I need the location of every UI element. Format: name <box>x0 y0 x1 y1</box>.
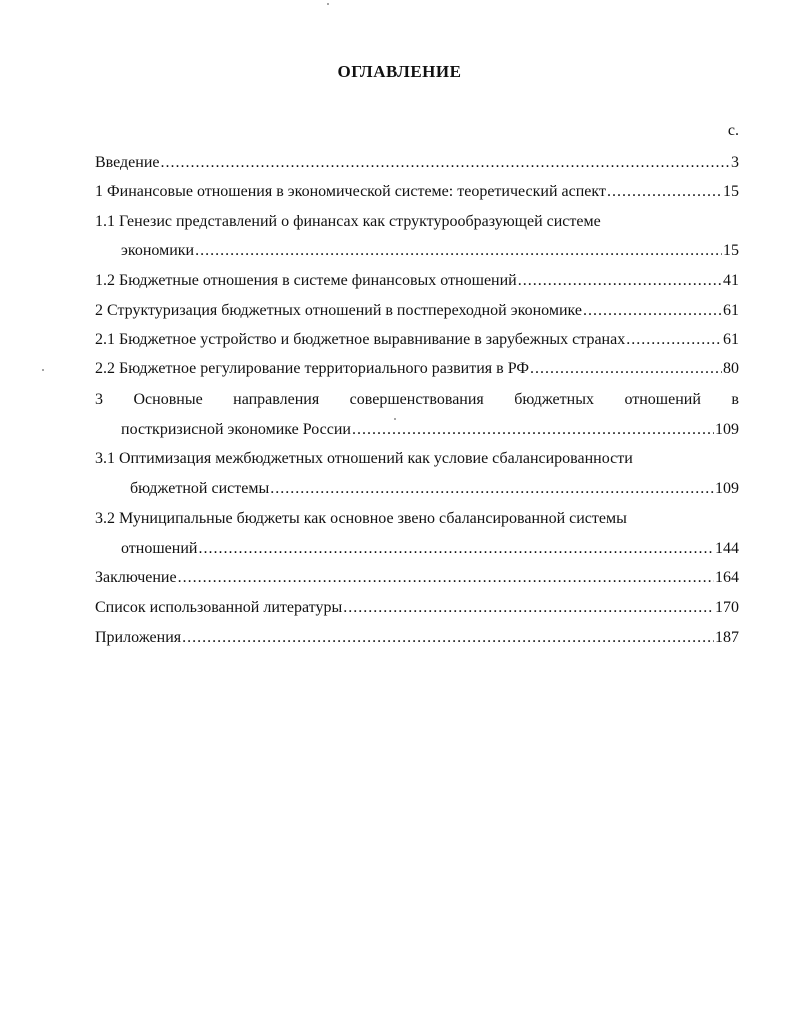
toc-word: в <box>731 391 739 408</box>
toc-entry-3-1-line1: 3.1 Оптимизация межбюджетных отношений как условие сбалансированности <box>95 450 633 467</box>
toc-entry-page: 61 <box>723 302 739 319</box>
toc-leader-dots <box>607 181 722 203</box>
toc-entry-text: Заключение <box>95 569 177 586</box>
toc-entry-page: 109 <box>715 421 739 438</box>
toc-entry-page: 109 <box>715 480 739 497</box>
page-title: ОГЛАВЛЕНИЕ <box>337 62 462 81</box>
toc-entry-text: 2.1 Бюджетное устройство и бюджетное выравнивание в зарубежных странах <box>95 331 626 348</box>
toc-entry-chapter-3-line1 <box>95 389 739 411</box>
toc-entry-text: 2.2 Бюджетное регулирование территориального развития в РФ <box>95 360 529 377</box>
toc-entry-text: 1.2 Бюджетные отношения в системе финансовых отношений <box>95 272 517 289</box>
toc-word: совершенствования <box>349 391 484 408</box>
toc-leader-dots <box>270 478 714 500</box>
toc-entry-page: 164 <box>715 569 739 586</box>
toc-entry-text: Список использованной литературы <box>95 599 343 616</box>
toc-leader-dots <box>352 419 714 441</box>
toc-entry-3-1 <box>130 478 739 500</box>
toc-entry-page: 80 <box>723 360 739 377</box>
toc-entry-text: Введение <box>95 154 160 171</box>
toc-leader-dots <box>195 240 722 262</box>
toc-entry-2-2 <box>95 358 739 380</box>
toc-word: отношений <box>624 391 701 408</box>
toc-leader-dots <box>626 329 722 351</box>
toc-entry-page: 15 <box>723 242 739 259</box>
toc-entry-page: 61 <box>723 331 739 348</box>
toc-leader-dots <box>583 300 722 322</box>
toc-word: направления <box>233 391 320 408</box>
toc-leader-dots <box>343 597 714 619</box>
toc-entry-page: 144 <box>715 540 739 557</box>
toc-entry-chapter-1 <box>95 181 739 203</box>
toc-entry-2-1 <box>95 329 739 351</box>
scan-speck <box>327 3 329 5</box>
toc-entry-1-1 <box>121 240 739 262</box>
toc-entry-text: 1 Финансовые отношения в экономической системе: теоретический аспект <box>95 183 606 200</box>
toc-word: Основные <box>133 391 203 408</box>
toc-entry-text: бюджетной системы <box>130 480 270 497</box>
toc-entry-1-1-line1: 1.1 Генезис представлений о финансах как структурообразующей системе <box>95 213 601 230</box>
toc-entry-3-2-line1: 3.2 Муниципальные бюджеты как основное звено сбалансированной системы <box>95 510 627 527</box>
toc-entry-references <box>95 597 739 619</box>
toc-word: бюджетных <box>514 391 594 408</box>
toc-leader-dots <box>178 567 714 589</box>
toc-entry-page: 15 <box>723 183 739 200</box>
toc-entry-text: экономики <box>121 242 195 259</box>
toc-entry-page: 170 <box>715 599 739 616</box>
toc-entry-appendices <box>95 627 739 649</box>
toc-word: 3 <box>95 391 103 408</box>
scan-speck <box>42 369 44 371</box>
toc-entry-introduction <box>95 152 739 174</box>
toc-entry-page: 187 <box>715 629 739 646</box>
toc-entry-chapter-3 <box>121 419 739 441</box>
toc-entry-text: 2 Структуризация бюджетных отношений в постпереходной экономике <box>95 302 582 319</box>
toc-entry-conclusion <box>95 567 739 589</box>
scan-speck <box>394 418 396 420</box>
toc-leader-dots <box>198 538 714 560</box>
toc-entry-chapter-2 <box>95 300 739 322</box>
toc-leader-dots <box>182 627 714 649</box>
toc-entry-text: посткризисной экономике России <box>121 421 351 438</box>
toc-leader-dots <box>518 270 722 292</box>
toc-entry-3-2 <box>121 538 739 560</box>
toc-leader-dots <box>161 152 731 174</box>
toc-entry-page: 3 <box>731 154 739 171</box>
toc-entry-1-2 <box>95 270 739 292</box>
toc-entry-page: 41 <box>723 272 739 289</box>
toc-entry-text: отношений <box>121 540 198 557</box>
page-column-label: с. <box>727 122 739 139</box>
toc-leader-dots <box>530 358 722 380</box>
toc-entry-text: Приложения <box>95 629 182 646</box>
